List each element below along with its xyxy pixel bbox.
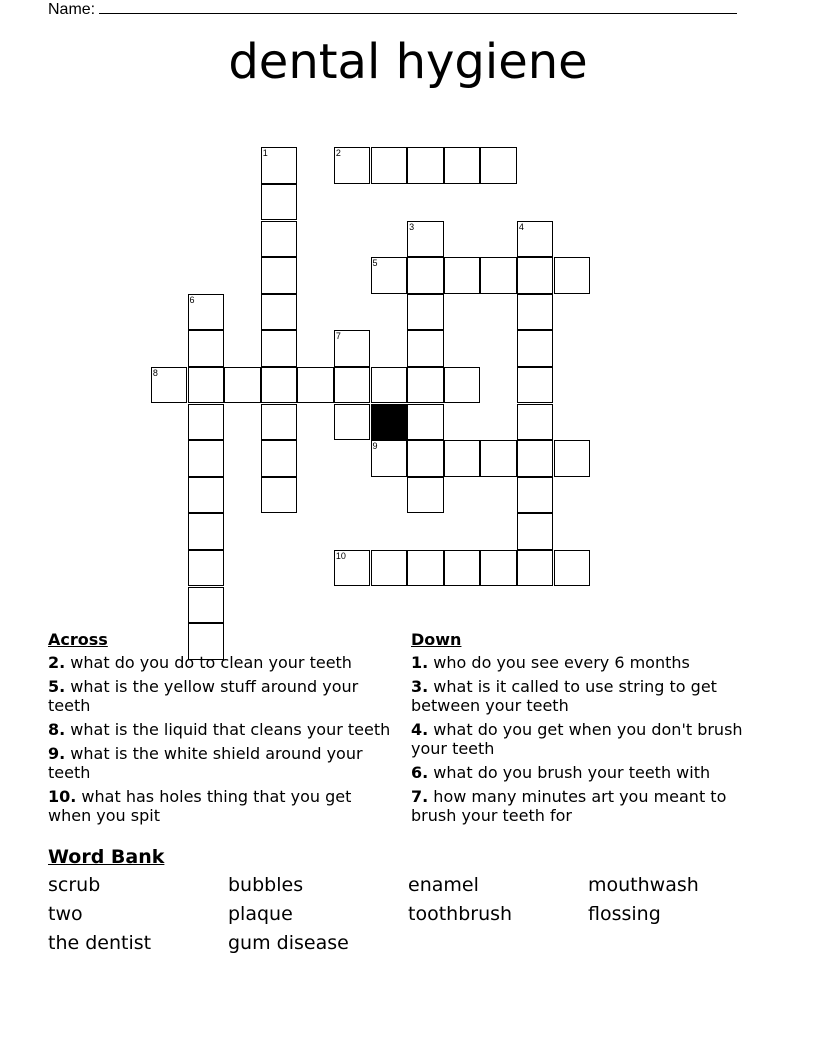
clue-text: what has holes thing that you get when you spit	[48, 787, 352, 825]
crossword-cell[interactable]	[224, 367, 261, 404]
across-clue	[48, 653, 393, 672]
crossword-cell[interactable]	[444, 147, 481, 184]
crossword-cell[interactable]	[261, 367, 298, 404]
down-clue	[411, 787, 756, 825]
clue-number-label: 7.	[411, 787, 429, 806]
crossword-cell[interactable]	[480, 257, 517, 294]
clue-number-label: 1.	[411, 653, 429, 672]
crossword-cell[interactable]	[334, 367, 371, 404]
crossword-cell[interactable]	[517, 440, 554, 477]
clue-number: 8	[152, 367, 158, 378]
word-bank-item: flossing	[588, 903, 661, 925]
clue-number: 3	[409, 221, 415, 232]
name-label: Name:	[48, 1, 96, 18]
crossword-cell[interactable]	[480, 440, 517, 477]
crossword-cell[interactable]	[188, 513, 225, 550]
across-clue	[48, 744, 393, 782]
clue-text: what is it called to use string to get between your teeth	[411, 677, 717, 715]
clue-number-label: 3.	[411, 677, 429, 696]
clue-text: who do you see every 6 months	[428, 653, 690, 672]
clue-text: what is the liquid that cleans your teeth	[65, 720, 391, 739]
clue-number: 9	[372, 441, 378, 452]
word-bank-item: mouthwash	[588, 874, 699, 896]
clue-text: what is the yellow stuff around your teeth	[48, 677, 359, 715]
crossword-cell[interactable]	[334, 550, 371, 587]
crossword-cell[interactable]	[444, 367, 481, 404]
clue-number: 5	[372, 258, 378, 269]
crossword-cell[interactable]	[480, 550, 517, 587]
crossword-cell[interactable]	[297, 367, 334, 404]
clue-number: 1	[262, 148, 268, 159]
clue-text: what do you brush your teeth with	[428, 763, 711, 782]
crossword-cell[interactable]	[261, 440, 298, 477]
clue-number: 7	[335, 331, 341, 342]
crossword-cell[interactable]	[371, 257, 408, 294]
crossword-cell[interactable]	[407, 550, 444, 587]
crossword-cell[interactable]	[334, 147, 371, 184]
crossword-cell[interactable]	[261, 257, 298, 294]
word-bank-item: bubbles	[228, 874, 304, 896]
crossword-cell[interactable]	[407, 367, 444, 404]
down-clue	[411, 653, 756, 672]
crossword-cell[interactable]	[188, 550, 225, 587]
clue-number-label: 6.	[411, 763, 429, 782]
page-title: dental hygiene	[228, 34, 588, 90]
crossword-cell[interactable]	[517, 257, 554, 294]
crossword-cell[interactable]	[334, 330, 371, 367]
crossword-cell[interactable]	[517, 477, 554, 514]
clue-number-label: 2.	[48, 653, 66, 672]
crossword-cell[interactable]	[334, 404, 371, 441]
word-bank-item: two	[48, 903, 83, 925]
across-clue	[48, 677, 393, 715]
crossword-cell[interactable]	[371, 550, 408, 587]
crossword-cell[interactable]	[407, 330, 444, 367]
clue-text: how many minutes art you meant to brush your teeth for	[411, 787, 727, 825]
clue-number-label: 9.	[48, 744, 66, 763]
crossword-cell[interactable]	[407, 257, 444, 294]
clue-number: 6	[189, 294, 195, 305]
crossword-cell[interactable]	[407, 221, 444, 258]
crossword-cell[interactable]	[188, 294, 225, 331]
crossword-cell[interactable]	[517, 294, 554, 331]
across-clue	[48, 720, 393, 739]
word-bank-heading: Word Bank	[48, 846, 165, 868]
crossword-cell[interactable]	[261, 330, 298, 367]
word-bank-item: scrub	[48, 874, 101, 896]
down-clue	[411, 677, 756, 715]
across-clues	[48, 630, 393, 830]
word-bank-item: the dentist	[48, 932, 152, 954]
crossword-cell[interactable]	[371, 147, 408, 184]
crossword-cell[interactable]	[188, 587, 225, 624]
crossword-cell[interactable]	[261, 147, 298, 184]
crossword-cell[interactable]	[407, 404, 444, 441]
clue-number-label: 10.	[48, 787, 77, 806]
clue-text: what is the white shield around your teeth	[48, 744, 363, 782]
word-bank-item: plaque	[228, 903, 293, 925]
crossword-cell[interactable]	[517, 221, 554, 258]
clue-number-label: 5.	[48, 677, 66, 696]
clue-text: what do you get when you don't brush your teeth	[411, 720, 743, 758]
crossword-cell[interactable]	[261, 221, 298, 258]
down-clue	[411, 763, 756, 782]
crossword-cell[interactable]	[188, 404, 225, 441]
crossword-cell[interactable]	[554, 257, 591, 294]
clue-number: 10	[335, 550, 346, 561]
clue-number: 4	[518, 221, 524, 232]
crossword-cell[interactable]	[517, 367, 554, 404]
crossword-cell[interactable]	[517, 550, 554, 587]
crossword-cell[interactable]	[554, 550, 591, 587]
crossword-cell[interactable]	[407, 147, 444, 184]
clue-text: what do you do to clean your teeth	[65, 653, 352, 672]
crossword-cell[interactable]	[188, 367, 225, 404]
word-bank	[48, 874, 768, 955]
across-clue-list	[48, 653, 393, 825]
down-clue	[411, 720, 756, 758]
clue-number: 2	[335, 148, 341, 159]
crossword-cell[interactable]	[517, 404, 554, 441]
black-cell	[371, 404, 408, 441]
clue-number-label: 4.	[411, 720, 429, 739]
down-clue-list	[411, 653, 756, 825]
crossword-cell[interactable]	[554, 440, 591, 477]
crossword-cell[interactable]	[517, 330, 554, 367]
word-bank-item: gum disease	[228, 932, 349, 954]
crossword-cell[interactable]	[188, 477, 225, 514]
across-heading: Across	[48, 630, 108, 649]
crossword-cell[interactable]	[261, 184, 298, 221]
crossword-cell[interactable]	[151, 367, 188, 404]
crossword-cell[interactable]	[444, 257, 481, 294]
crossword-cell[interactable]	[480, 147, 517, 184]
across-clue	[48, 787, 393, 825]
crossword-cell[interactable]	[444, 550, 481, 587]
down-clues	[411, 630, 756, 830]
word-bank-item: enamel	[408, 874, 479, 896]
crossword-cell[interactable]	[188, 330, 225, 367]
crossword-cell[interactable]	[261, 477, 298, 514]
crossword-cell[interactable]	[261, 404, 298, 441]
clue-number-label: 8.	[48, 720, 66, 739]
crossword-cell[interactable]	[371, 440, 408, 477]
crossword-cell[interactable]	[407, 294, 444, 331]
crossword-cell[interactable]	[517, 513, 554, 550]
crossword-cell[interactable]	[407, 477, 444, 514]
crossword-cell[interactable]	[188, 440, 225, 477]
crossword-cell[interactable]	[261, 294, 298, 331]
crossword-cell[interactable]	[444, 440, 481, 477]
word-bank-item: toothbrush	[408, 903, 513, 925]
crossword-cell[interactable]	[407, 440, 444, 477]
down-heading: Down	[411, 630, 462, 649]
crossword-cell[interactable]	[371, 367, 408, 404]
